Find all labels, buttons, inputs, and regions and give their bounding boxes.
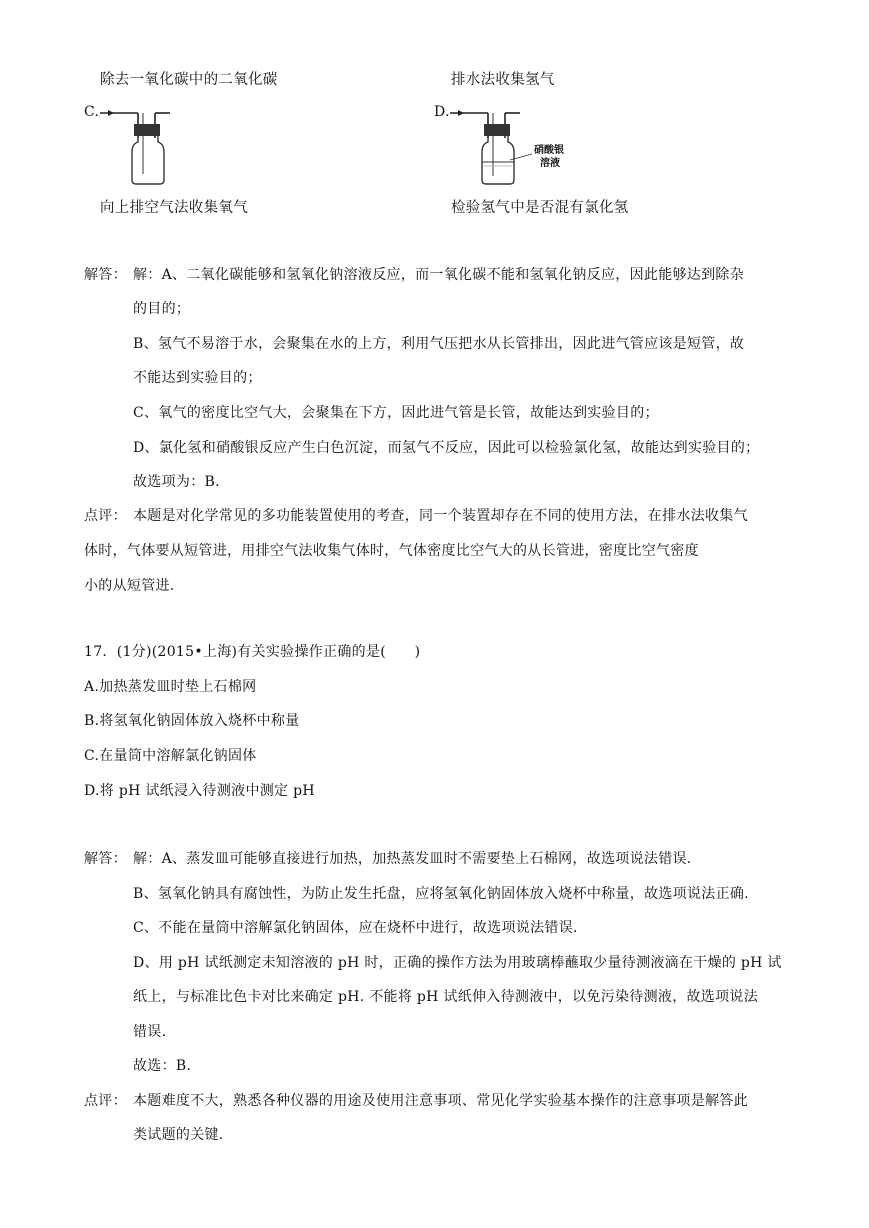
answer-label: 解答：: [84, 851, 127, 867]
option-c-letter: C.: [84, 104, 100, 120]
comment-line: 小的从短管进.: [84, 578, 175, 594]
comment-line: 本题难度不大，熟悉各种仪器的用途及使用注意事项、常见化学实验基本操作的注意事项是解答此: [133, 1093, 748, 1109]
option-d: D.将 pH 试纸浸入待测液中测定 pH: [84, 783, 315, 799]
answer-line: D、氯化氢和硝酸银反应产生白色沉淀，而氢气不反应，因此可以检验氯化氢，故能达到实验目的；: [133, 440, 760, 456]
comment-line: 体时，气体要从短管进，用排空气法收集气体时，气体密度比空气大的从长管进，密度比空气密度: [84, 543, 699, 559]
answer-line: 错误.: [133, 1024, 167, 1040]
option-b-caption: 排水法收集氢气: [451, 72, 555, 88]
comment-line: 类试题的关键.: [133, 1127, 224, 1143]
comment-line: 本题是对化学常见的多功能装置使用的考查，同一个装置却存在不同的使用方法，在排水法收集气: [133, 508, 748, 524]
answer-label: 解答：: [84, 267, 127, 283]
answer-line: B、氢气不易溶于水，会聚集在水的上方，利用气压把水从长管排出，因此进气管应该是短管，故: [133, 336, 745, 352]
answer-line: D、用 pH 试纸测定未知溶液的 pH 时，正确的操作方法为用玻璃棒蘸取少量待测液滴在干燥的 pH 试: [133, 955, 782, 971]
answer-line: B、氢氧化钠具有腐蚀性，为防止发生托盘，应将氢氧化钠固体放入烧杯中称量，故选项说法正确.: [133, 886, 749, 902]
answer-line: 的目的；: [133, 301, 191, 317]
option-a: A.加热蒸发皿时垫上石棉网: [84, 679, 257, 695]
option-d-letter: D.: [434, 104, 450, 120]
silver-nitrate-label: [534, 144, 564, 170]
option-d-caption: 检验氢气中是否混有氯化氢: [451, 200, 629, 216]
answer-line: C、氧气的密度比空气大，会聚集在下方，因此进气管是长管，故能达到实验目的；: [133, 405, 659, 421]
option-c: C.在量筒中溶解氯化钠固体: [84, 748, 257, 764]
option-b: B.将氢氧化钠固体放入烧杯中称量: [84, 713, 300, 729]
answer-line: 不能达到实验目的；: [133, 370, 262, 386]
answer-line: 解：A、蒸发皿可能够直接进行加热，加热蒸发皿时不需要垫上石棉网，故选项说法错误.: [133, 851, 692, 867]
option-c-caption: 向上排空气法收集氧气: [100, 200, 248, 216]
bottle-label-line-1: 硝酸银: [534, 145, 564, 156]
answer-line: C、不能在量筒中溶解氯化钠固体，应在烧杯中进行，故选项说法错误.: [133, 920, 578, 936]
answer-line: 故选：B.: [133, 1058, 192, 1074]
answer-line: 解：A、二氧化碳能够和氢氧化钠溶液反应，而一氧化碳不能和氢氧化钠反应，因此能够达到除杂: [133, 267, 745, 283]
comment-label: 点评：: [84, 508, 127, 524]
gas-bottle-diagram-c: [98, 104, 188, 186]
answer-line: 纸上，与标准比色卡对比来确定 pH. 不能将 pH 试纸伸入待测液中，以免污染待测液，故选项说法: [133, 989, 758, 1005]
option-a-caption: 除去一氧化碳中的二氧化碳: [100, 72, 278, 88]
comment-label: 点评：: [84, 1093, 127, 1109]
answer-line: 故选项为：B.: [133, 474, 220, 490]
question-stem: 17．(1分)(2015•上海)有关实验操作正确的是( ): [84, 644, 421, 660]
bottle-label-line-2: 溶液: [540, 158, 560, 169]
